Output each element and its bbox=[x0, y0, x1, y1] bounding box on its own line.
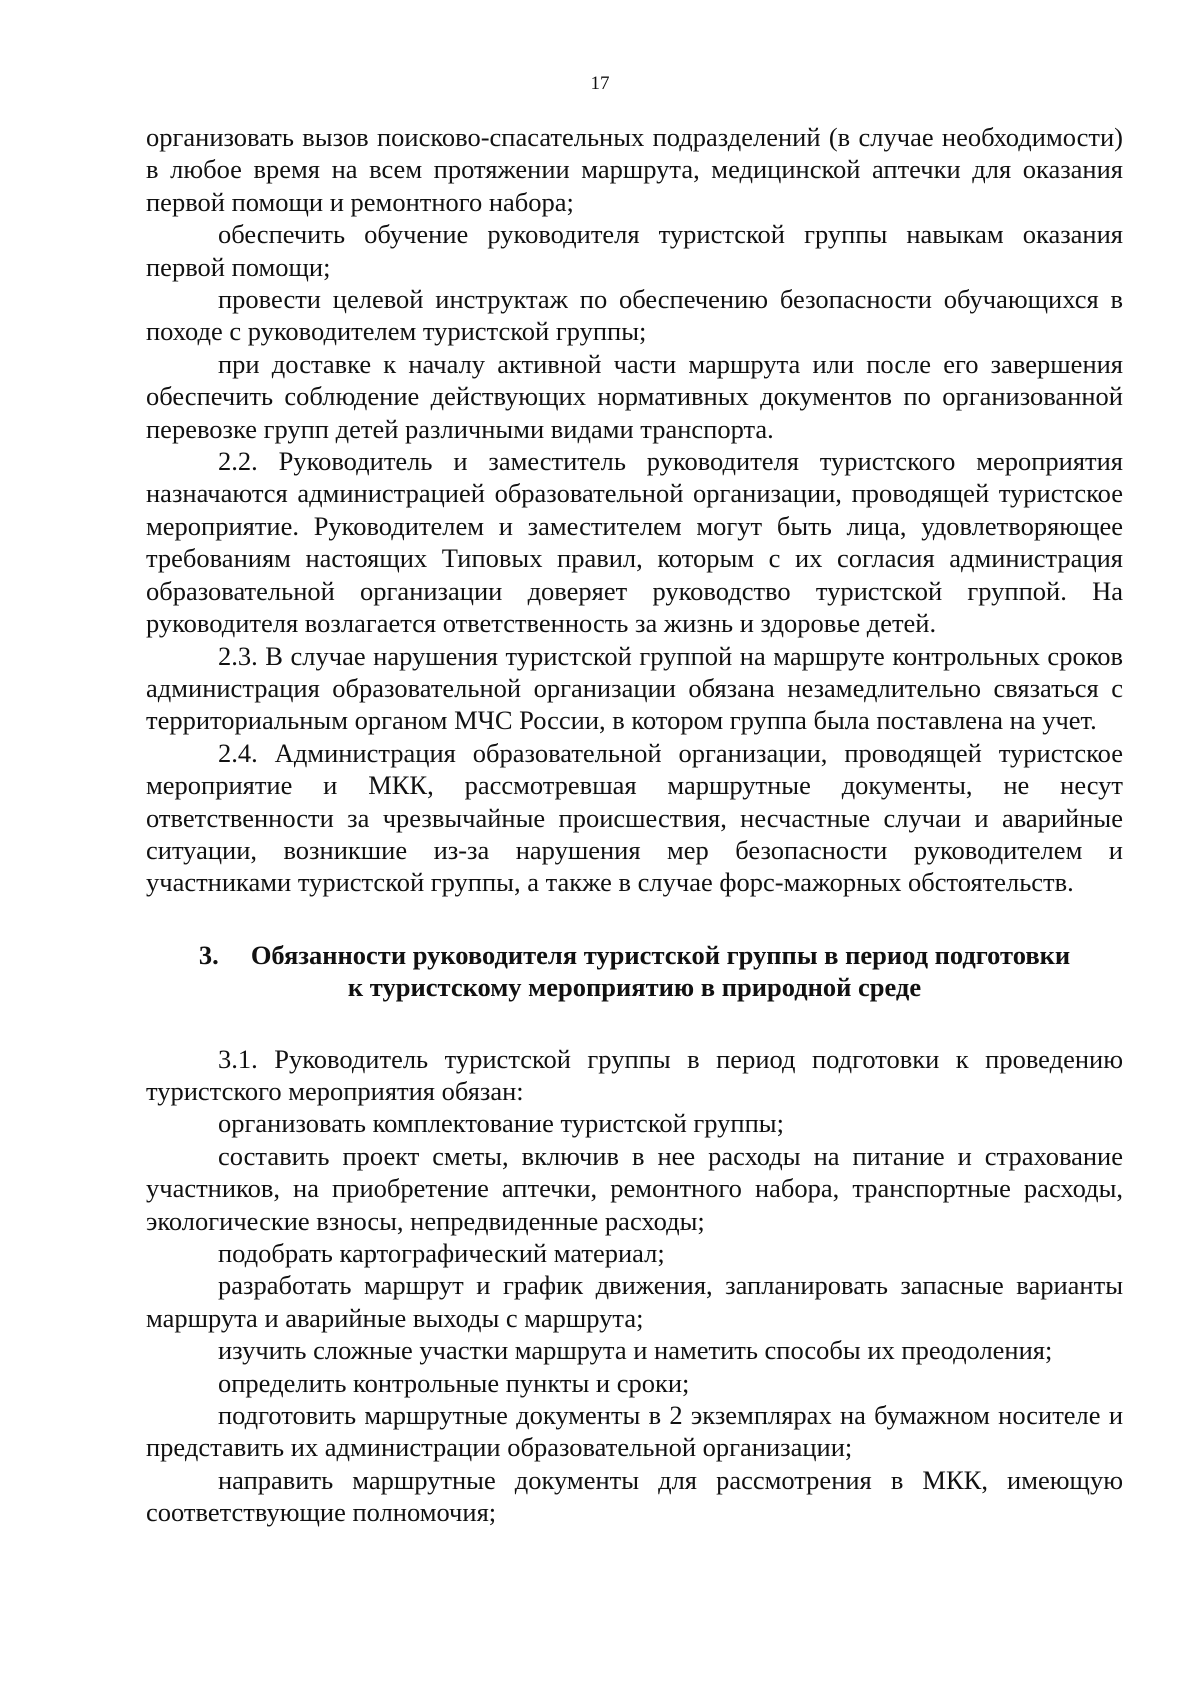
section-3-heading-line2: к туристскому мероприятию в природной среде bbox=[347, 972, 922, 1003]
section-number: 3. bbox=[198, 939, 219, 970]
list-item-budget: составить проект сметы, включив в нее расходы на питание и страхование участников, на приобретение аптечки, ремонтного набора, транспортные расходы, экологические взносы, непредвиденные расходы; bbox=[146, 1140, 1123, 1236]
list-item-checkpoints: определить контрольные пункты и сроки; bbox=[218, 1367, 690, 1398]
list-item-group-staffing: организовать комплектование туристской группы; bbox=[218, 1108, 784, 1139]
page-number: 17 bbox=[590, 73, 610, 94]
list-item-mkk-review: направить маршрутные документы для рассмотрения в МКК, имеющую соответствующие полномочия; bbox=[146, 1464, 1123, 1528]
paragraph-continuation: организовать вызов поисково-спасательных подразделений (в случае необходимости) в любое время на всем протяжении маршрута, медицинской аптечки для оказания первой помощи и ремонтного набора; bbox=[146, 122, 1123, 217]
list-item-difficult-sections: изучить сложные участки маршрута и наметить способы их преодоления; bbox=[218, 1335, 1053, 1366]
paragraph-transport: при доставке к началу активной части маршрута или после его завершения обеспечить соблюдение действующих нормативных документов по организованной перевозке групп детей различными видами транспорта. bbox=[146, 348, 1123, 444]
list-item-route-documents: подготовить маршрутные документы в 2 экземплярах на бумажном носителе и представить их администрации образовательной организации; bbox=[146, 1400, 1123, 1463]
paragraph-2-4: 2.4. Администрация образовательной организации, проводящей туристское мероприятие и МКК, рассмотревшая маршрутные документы, не несут ответственности за чрезвычайные происшествия, несчастные случаи и аварийные ситуации, возникшие из-за нарушения мер безопасности руководителем и участниками туристской группы, а также в случае форс-мажорных обстоятельств. bbox=[146, 737, 1123, 898]
paragraph-2-3: 2.3. В случае нарушения туристской группой на маршруте контрольных сроков администрация образовательной организации обязана незамедлительно связаться с территориальным органом МЧС России, в котором группа была поставлена на учет. bbox=[146, 640, 1123, 736]
section-3-heading-line1 bbox=[146, 939, 1123, 971]
section-3-heading bbox=[146, 939, 1123, 1004]
paragraph-first-aid-training: обеспечить обучение руководителя туристской группы навыкам оказания первой помощи; bbox=[146, 219, 1123, 282]
paragraph-3-1: 3.1. Руководитель туристской группы в период подготовки к проведению туристского мероприятия обязан: bbox=[146, 1043, 1123, 1106]
section-title-part1: Обязанности руководителя туристской группы в период подготовки bbox=[250, 939, 1071, 970]
document-body bbox=[146, 121, 1123, 1529]
paragraph-safety-briefing: провести целевой инструктаж по обеспечению безопасности обучающихся в походе с руководителем туристской группы; bbox=[146, 284, 1123, 347]
list-item-route-plan: разработать маршрут и график движения, запланировать запасные варианты маршрута и аварийные выходы с маршрута; bbox=[146, 1270, 1123, 1333]
list-item-maps: подобрать картографический материал; bbox=[218, 1238, 665, 1268]
paragraph-2-2: 2.2. Руководитель и заместитель руководителя туристского мероприятия назначаются администрацией образовательной организации, проводящей туристское мероприятие. Руководителем и заместителем могут быть лица, удовлетворяющее требованиям настоящих Типовых правил, которым с их согласия администрация образовательной организации доверяет руководство туристской группой. На руководителя возлагается ответственность за жизнь и здоровье детей. bbox=[146, 446, 1123, 639]
